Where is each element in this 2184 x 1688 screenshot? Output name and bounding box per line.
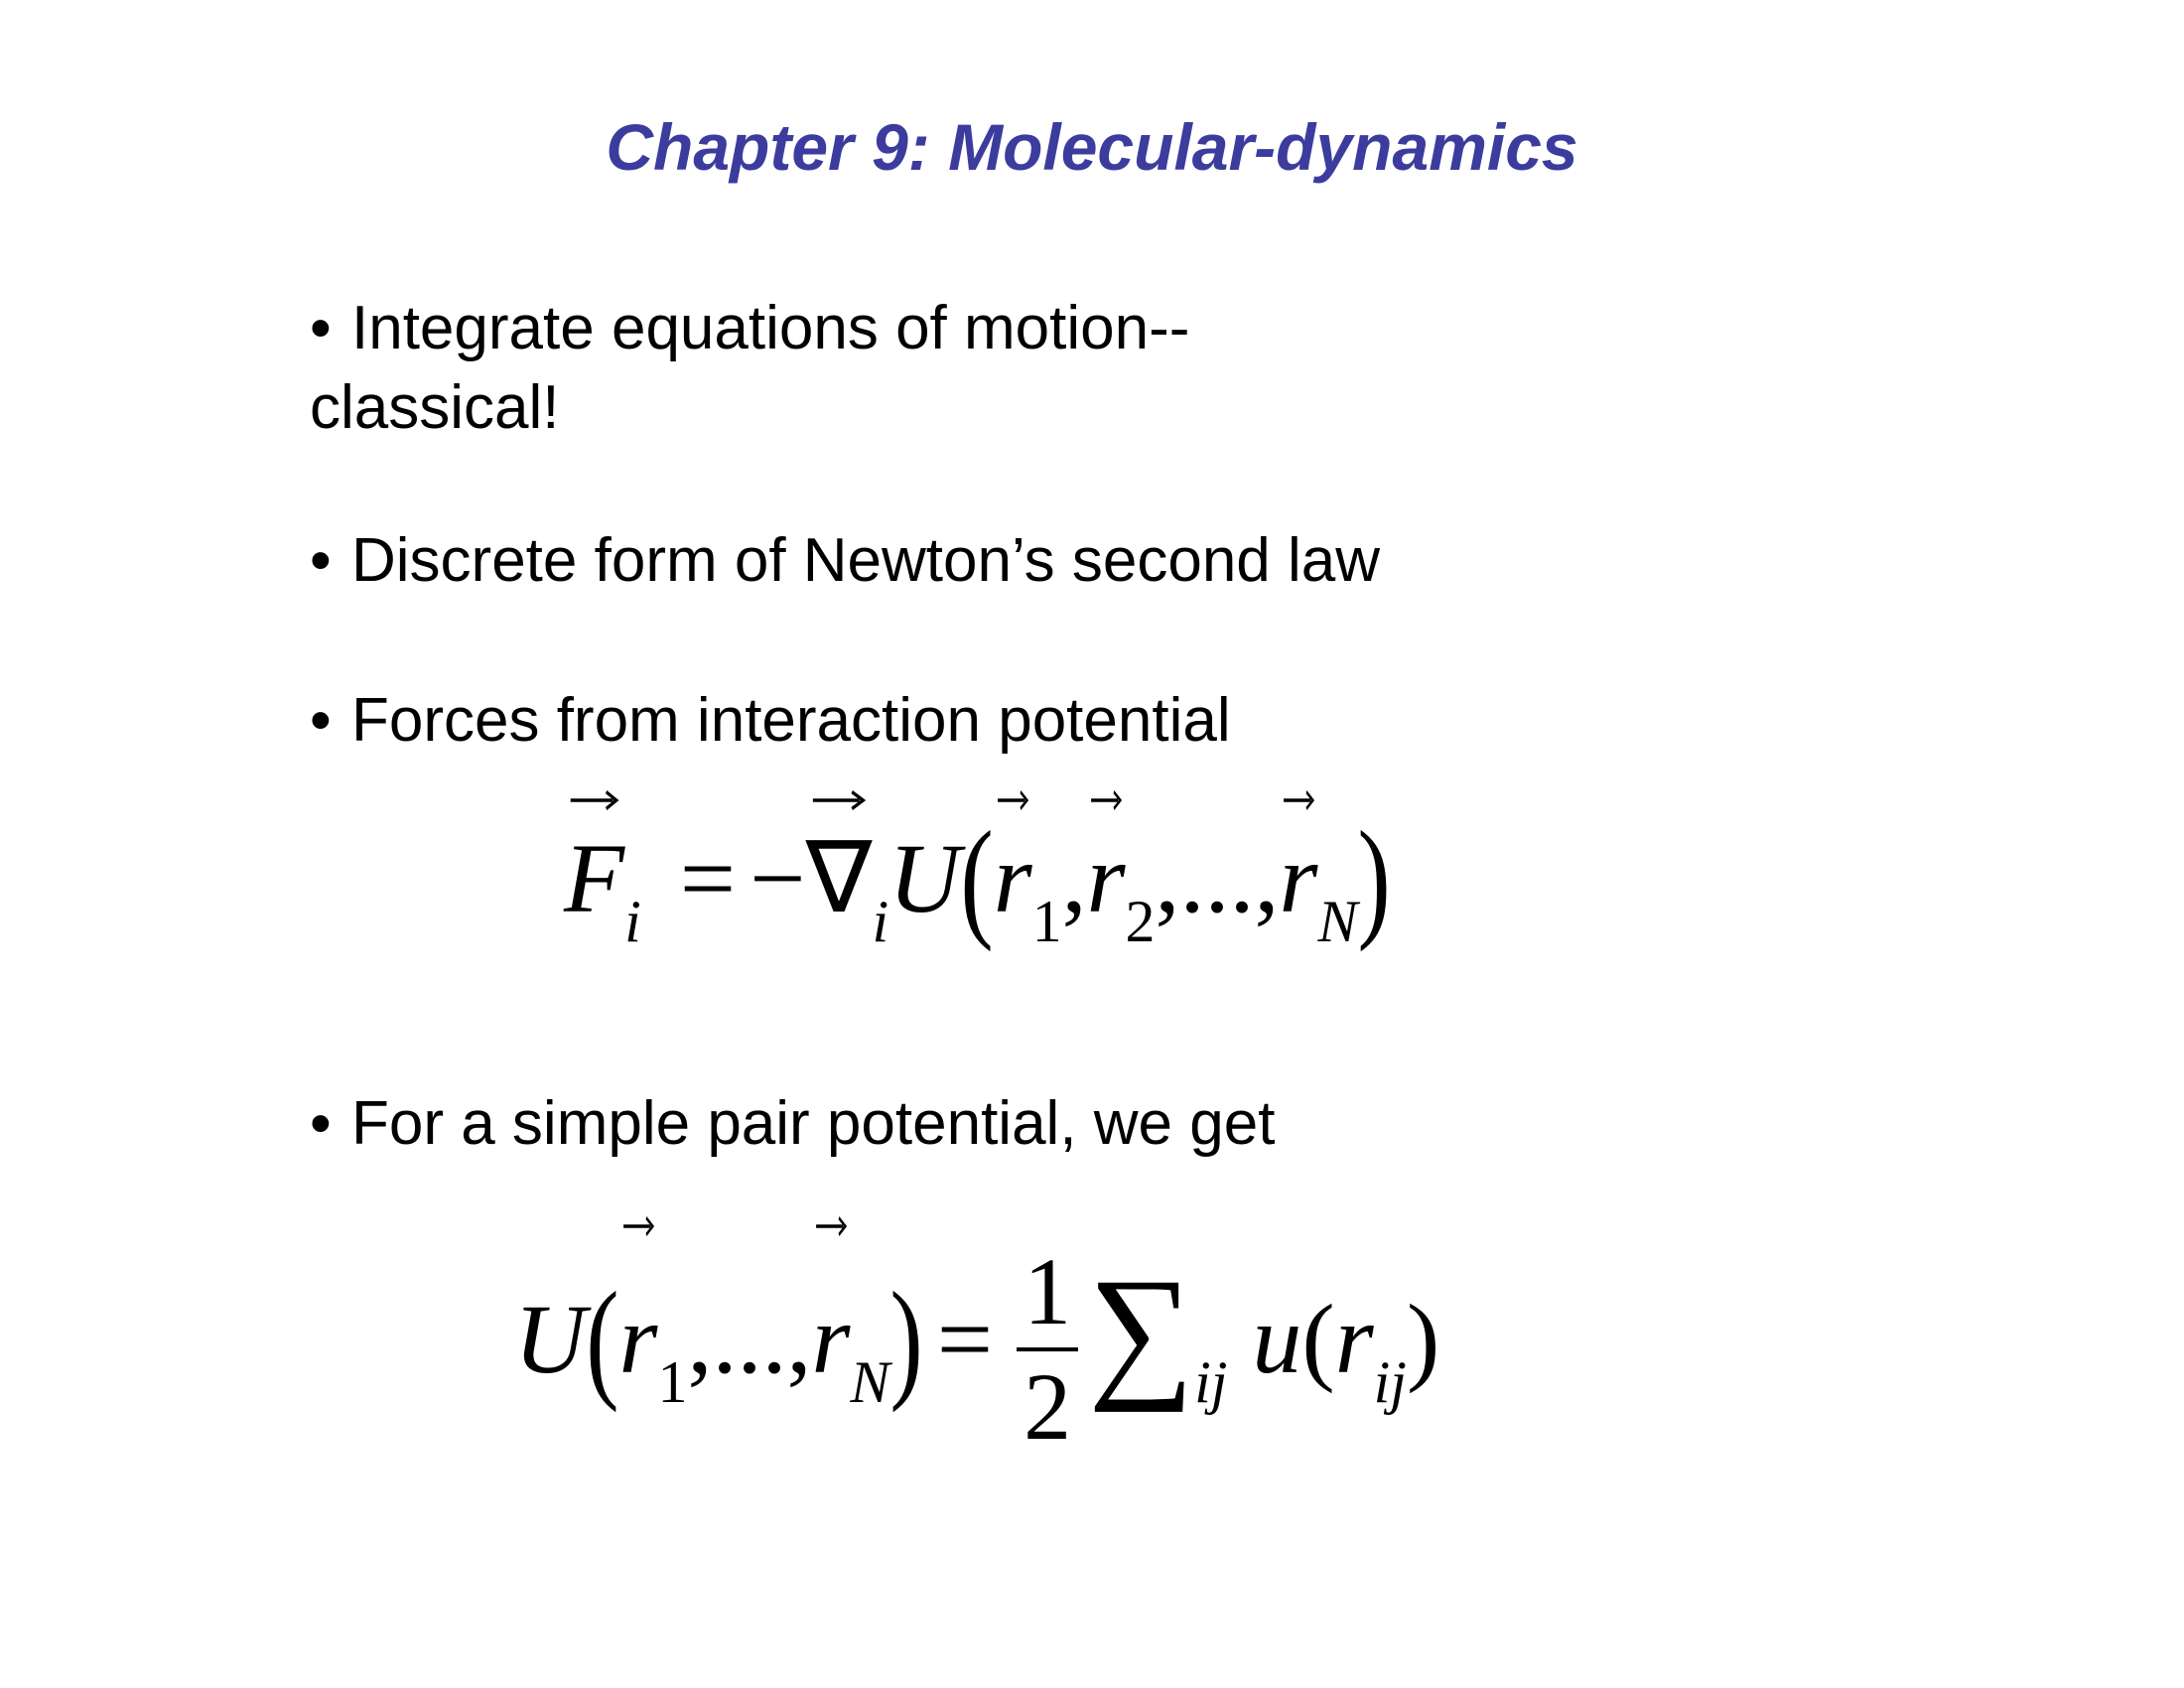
force-subscript: i	[624, 889, 641, 954]
pair-distance-subscript: ij	[1373, 1349, 1407, 1415]
position-vector-n: r	[811, 1220, 850, 1459]
pair-left-paren: (	[1301, 1284, 1335, 1394]
slide-title: Chapter 9: Molecular-dynamics	[606, 110, 1578, 184]
bullet-icon: •	[310, 526, 332, 595]
potential-symbol: U	[888, 823, 961, 933]
fraction-numerator: 1	[1024, 1238, 1072, 1345]
position-subscript-1: 1	[657, 1349, 688, 1415]
vector-arrow-icon	[997, 788, 1029, 812]
position-vector-1: r	[619, 1220, 658, 1459]
position-subscript-n: N	[850, 1349, 890, 1415]
nabla-subscript: i	[872, 889, 889, 954]
minus-sign: −	[750, 823, 806, 933]
ellipsis: ,...,	[687, 1284, 812, 1394]
position-vector-2: r	[1087, 794, 1126, 963]
bullet-item-4	[310, 1084, 1799, 1164]
left-paren: (	[586, 1264, 619, 1414]
bullet-text: For a simple pair potential, we get	[351, 1089, 1276, 1158]
right-paren: )	[1357, 803, 1391, 953]
summation-subscript: ij	[1194, 1349, 1228, 1415]
fraction-denominator: 2	[1024, 1353, 1072, 1461]
one-half-fraction	[1017, 1238, 1078, 1461]
position-vector-n: r	[1280, 794, 1318, 963]
force-vector: F	[564, 794, 624, 963]
bullet-item-3	[310, 681, 1799, 761]
vector-arrow-icon	[1090, 788, 1123, 812]
bullet-text: Forces from interaction potential	[351, 686, 1231, 755]
equals-sign: =	[936, 1284, 994, 1394]
pair-right-paren: )	[1406, 1284, 1440, 1394]
potential-symbol: U	[514, 1284, 587, 1394]
vector-arrow-icon	[1283, 788, 1315, 812]
equals-sign: =	[679, 823, 737, 933]
bullet-item-1	[310, 289, 1799, 448]
position-vector-1: r	[994, 794, 1032, 963]
bullet-text: Integrate equations of motion--	[351, 294, 1190, 362]
force-equation	[564, 794, 1391, 963]
bullet-icon: •	[310, 1089, 332, 1158]
left-paren: (	[960, 803, 994, 953]
vector-arrow-icon	[811, 788, 867, 812]
vector-arrow-icon	[622, 1214, 655, 1238]
bullet-item-2	[310, 521, 1799, 601]
position-subscript-1: 1	[1031, 889, 1062, 954]
pair-potential-equation	[514, 1203, 1440, 1461]
bullet-text-continued: classical!	[310, 373, 560, 442]
vector-arrow-icon	[569, 788, 619, 812]
bullet-text: Discrete form of Newton’s second law	[351, 526, 1381, 595]
comma: ,	[1061, 823, 1087, 933]
summation-icon: ∑	[1088, 1248, 1195, 1413]
pair-potential-symbol: u	[1252, 1284, 1302, 1394]
bullet-icon: •	[310, 294, 332, 362]
position-subscript-n: N	[1317, 889, 1358, 954]
right-paren: )	[889, 1264, 923, 1414]
ellipsis: ,...,	[1155, 823, 1280, 933]
position-subscript-2: 2	[1125, 889, 1156, 954]
bullet-icon: •	[310, 686, 332, 755]
fraction-bar	[1017, 1347, 1078, 1351]
vector-arrow-icon	[815, 1214, 848, 1238]
pair-distance-symbol: r	[1334, 1284, 1374, 1394]
nabla-operator: ∇	[806, 794, 873, 963]
